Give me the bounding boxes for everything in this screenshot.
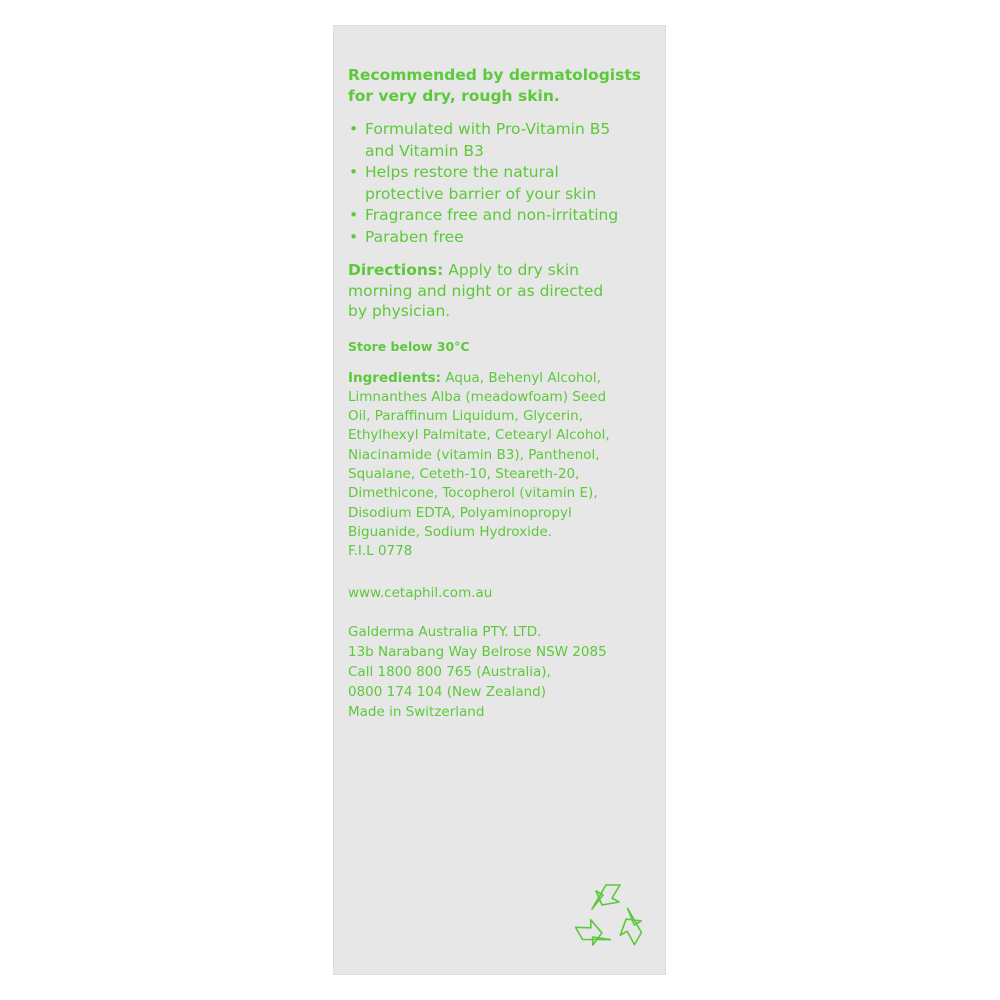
ingredients-label: Ingredients: (348, 369, 442, 386)
feature-item: • Paraben free (348, 227, 658, 249)
ingredients-text: Aqua, Behenyl Alcohol, Limnanthes Alba (meadowfoam) Seed Oil, Paraffinum Liquidum, Glycerin, Ethylhexyl Palmitate, Cetearyl Alcohol, Niacinamide (vitamin B3), Panthenol, Squalane, Ceteth-10, Steareth-20, Dimethicone, Tocopherol (vitamin E), Disodium EDTA, Polyaminopropyl Biguanide, Sodium Hydroxide. F.I.L 0778 (348, 369, 610, 560)
recycle-icon (570, 875, 650, 955)
feature-item: • Fragrance free and non-irritating (348, 205, 658, 227)
website: www.cetaphil.com.au (348, 585, 493, 602)
directions-text: Apply to dry skin morning and night or as directed by physician. (348, 261, 604, 320)
product-box-panel (333, 25, 666, 975)
bullet-icon: • (349, 120, 359, 138)
storage-instruction: Store below 30°C (348, 338, 470, 354)
bullet-icon: • (349, 227, 359, 246)
bullet-icon: • (349, 163, 359, 181)
bullet-icon: • (349, 206, 359, 224)
ingredients (348, 369, 658, 562)
feature-item: • Helps restore the natural protective barrier of your skin (349, 163, 597, 203)
directions (348, 260, 658, 322)
headline: Recommended by dermatologists for very dry, rough skin. (348, 66, 641, 105)
label-content (348, 65, 658, 722)
directions-label: Directions: (348, 261, 444, 279)
manufacturer-address: Galderma Australia PTY. LTD. 13b Narabang Way Belrose NSW 2085 Call 1800 800 765 (Australia), 0800 174 104 (New Zealand) Made in Switzerland (348, 624, 607, 721)
feature-item: • Formulated with Pro-Vitamin B5 and Vitamin B3 (349, 120, 611, 160)
feature-list (348, 119, 658, 248)
